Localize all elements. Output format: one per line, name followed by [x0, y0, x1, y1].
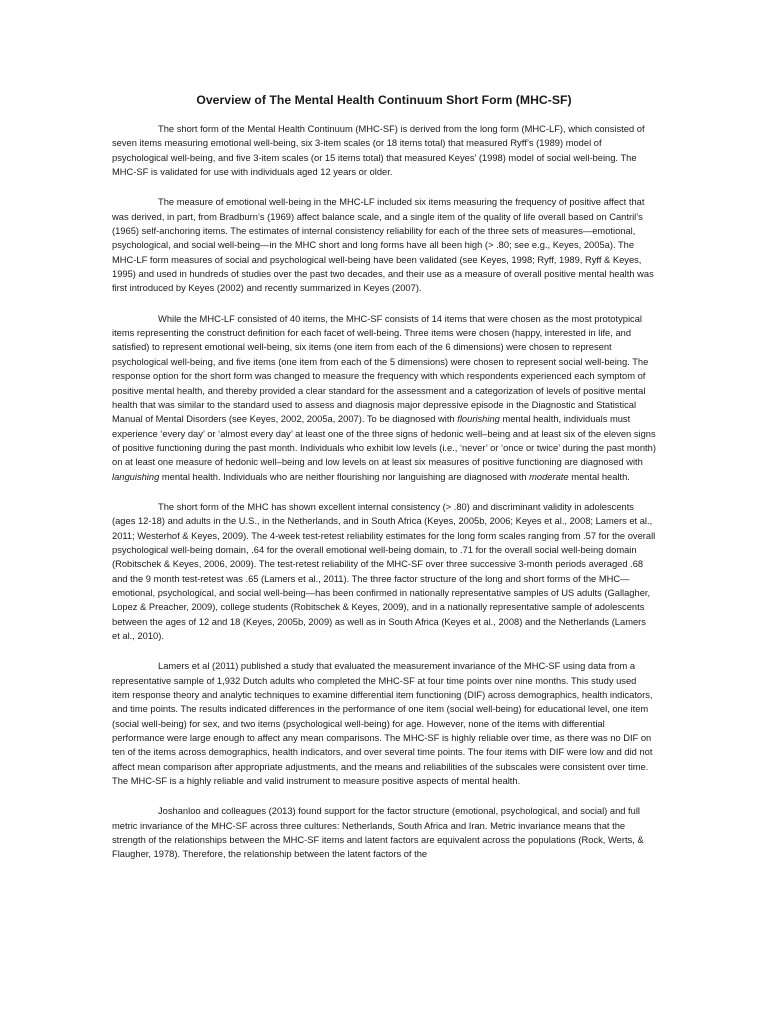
document-body [112, 122, 656, 862]
paragraph-text: The short form of the MHC has shown excellent internal consistency (> .80) and discriminant validity in adolescents (ages 12-18) and adults in the U.S., in the Netherlands, and in South Africa (Keyes, 2005b, 2006; Keyes et al., 2008; Lamers et al., 2011; Westerhof & Keyes, 2009). The 4-week test-retest reliability estimates for the long form scales ranging from .57 for the overall psychological well-being domain, .64 for the overall emotional well-being domain, to .71 for the overall social well-being domain (Robitschek & Keyes, 2006, 2009). The test-retest reliability of the MHC-SF over three successive 3-month periods averaged .68 and the 9 month test-retest was .65 (Lamers et al., 2011). The three factor structure of the long and short forms of the MHC—emotional, psychological, and social well-being—has been confirmed in nationally representative samples of US adults (Gallagher, Lopez & Preacher, 2009), college students (Robitschek & Keyes, 2009), and in a nationally representative sample of adolescents between the ages of 12 and 18 (Keyes, 2005b, 2009) as well as in South Africa (Keyes et al., 2008) and the Netherlands (Lamers et al., 2010). [112, 501, 656, 641]
italic-term: moderate [529, 471, 569, 482]
italic-term: flourishing [457, 414, 500, 425]
paragraph [112, 312, 656, 484]
italic-term: languishing [112, 471, 160, 482]
paragraph-text: Lamers et al (2011) published a study that evaluated the measurement invariance of the MHC-SF using data from a representative sample of 1,932 Dutch adults who completed the MHC-SF at four time points over nine months. This study used item response theory and analytic techniques to examine differential item functioning (DIF) across demographics, health indicators, and time points. The results indicated differences in the performance of one item (social well-being) for educational level, one item (social well-being) for sex, and two items (psychological well-being) for age. However, none of the items with differential performance were large enough to affect any mean comparisons. The MHC-SF is highly reliable over time, as there was no DIF on ten of the items across demographics, health indicators, and over several time points. The four items with DIF were low and did not affect mean comparison after appropriate adjustments, and the means and reliabilities of the subscales were consistent over time. The MHC-SF is a highly reliable and valid instrument to measure positive aspects of mental health. [112, 661, 653, 787]
paragraph [112, 122, 656, 179]
paragraph [112, 500, 656, 643]
document-title: Overview of The Mental Health Continuum Short Form (MHC-SF) [196, 93, 572, 107]
paragraph [112, 804, 656, 861]
paragraph-text: mental health, individuals must experience ‘every day’ or ‘almost every day’ at least one of the three signs of hedonic well–being and at least six of the eleven signs of positive functioning during the past month. Individuals who exhibit low levels (i.e., ‘never’ or ‘once or twice’ during the past month) on at least one measure of hedonic well–being and low levels on at least six measures of positive functioning are diagnosed with [112, 414, 656, 468]
paragraph-text: mental health. Individuals who are neither flourishing nor languishing are diagnosed with [159, 471, 530, 482]
paragraph-text: Joshanloo and colleagues (2013) found support for the factor structure (emotional, psychological, and social) and full metric invariance of the MHC-SF across three cultures: Netherlands, South Africa and Iran. Metric invariance means that the strength of the relationships between the MHC-SF items and latent factors are equivalent across the populations (Rock, Werts, & Flaugher, 1978). Therefore, the relationship between the latent factors of the [112, 806, 644, 860]
paragraph-text: mental health. [568, 471, 630, 482]
paragraph-text: While the MHC-LF consisted of 40 items, the MHC-SF consists of 14 items that were chosen as the most prototypical items representing the construct definition for each facet of well-being. Three items were chosen (happy, interested in life, and satisfied) to represent emotional well-being, six items (one item from each of the 6 dimensions) were chosen to represent psychological well-being, and five items (one item from each of the 5 dimensions) were chosen to represent social well-being. The response option for the short form was changed to measure the frequency with which respondents experienced each symptom of positive mental health, and thereby provided a clear standard for the assessment and a categorization of levels of positive mental health that was similar to the standard used to assess and diagnosis major depressive episode in the Diagnostic and Statistical Manual of Mental Disorders (see Keyes, 2002, 2005a, 2007). To be diagnosed with [112, 313, 649, 425]
paragraph [112, 659, 656, 788]
paragraph-text: The measure of emotional well-being in the MHC-LF included six items measuring the frequency of positive affect that was derived, in part, from Bradburn’s (1969) affect balance scale, and a single item of the quality of life overall based on Cantril’s (1965) self-anchoring items. The estimates of internal consistency reliability for each of the three sets of measures—emotional, psychological, and social well-being—in the MHC short and long forms have all been high (> .80; see e.g., Keyes, 2005a). The MHC-LF form measures of social and psychological well-being have been validated (see Keyes, 1998; Ryff, 1989, Ryff & Keyes, 1995) and used in hundreds of studies over the past two decades, and their use as a measure of overall positive mental health was first introduced by Keyes (2002) and recently summarized in Keyes (2007). [112, 197, 654, 294]
paragraph [112, 195, 656, 295]
paragraph-text: The short form of the Mental Health Continuum (MHC-SF) is derived from the long form (MHC-LF), which consisted of seven items measuring emotional well-being, six 3-item scales (or 18 items total) that measured Ryff’s (1989) model of psychological well-being, and five 3-item scales (or 15 items total) that measured Keyes’ (1998) model of social well-being. The MHC-SF is validated for use with individuals aged 12 years or older. [112, 124, 645, 178]
